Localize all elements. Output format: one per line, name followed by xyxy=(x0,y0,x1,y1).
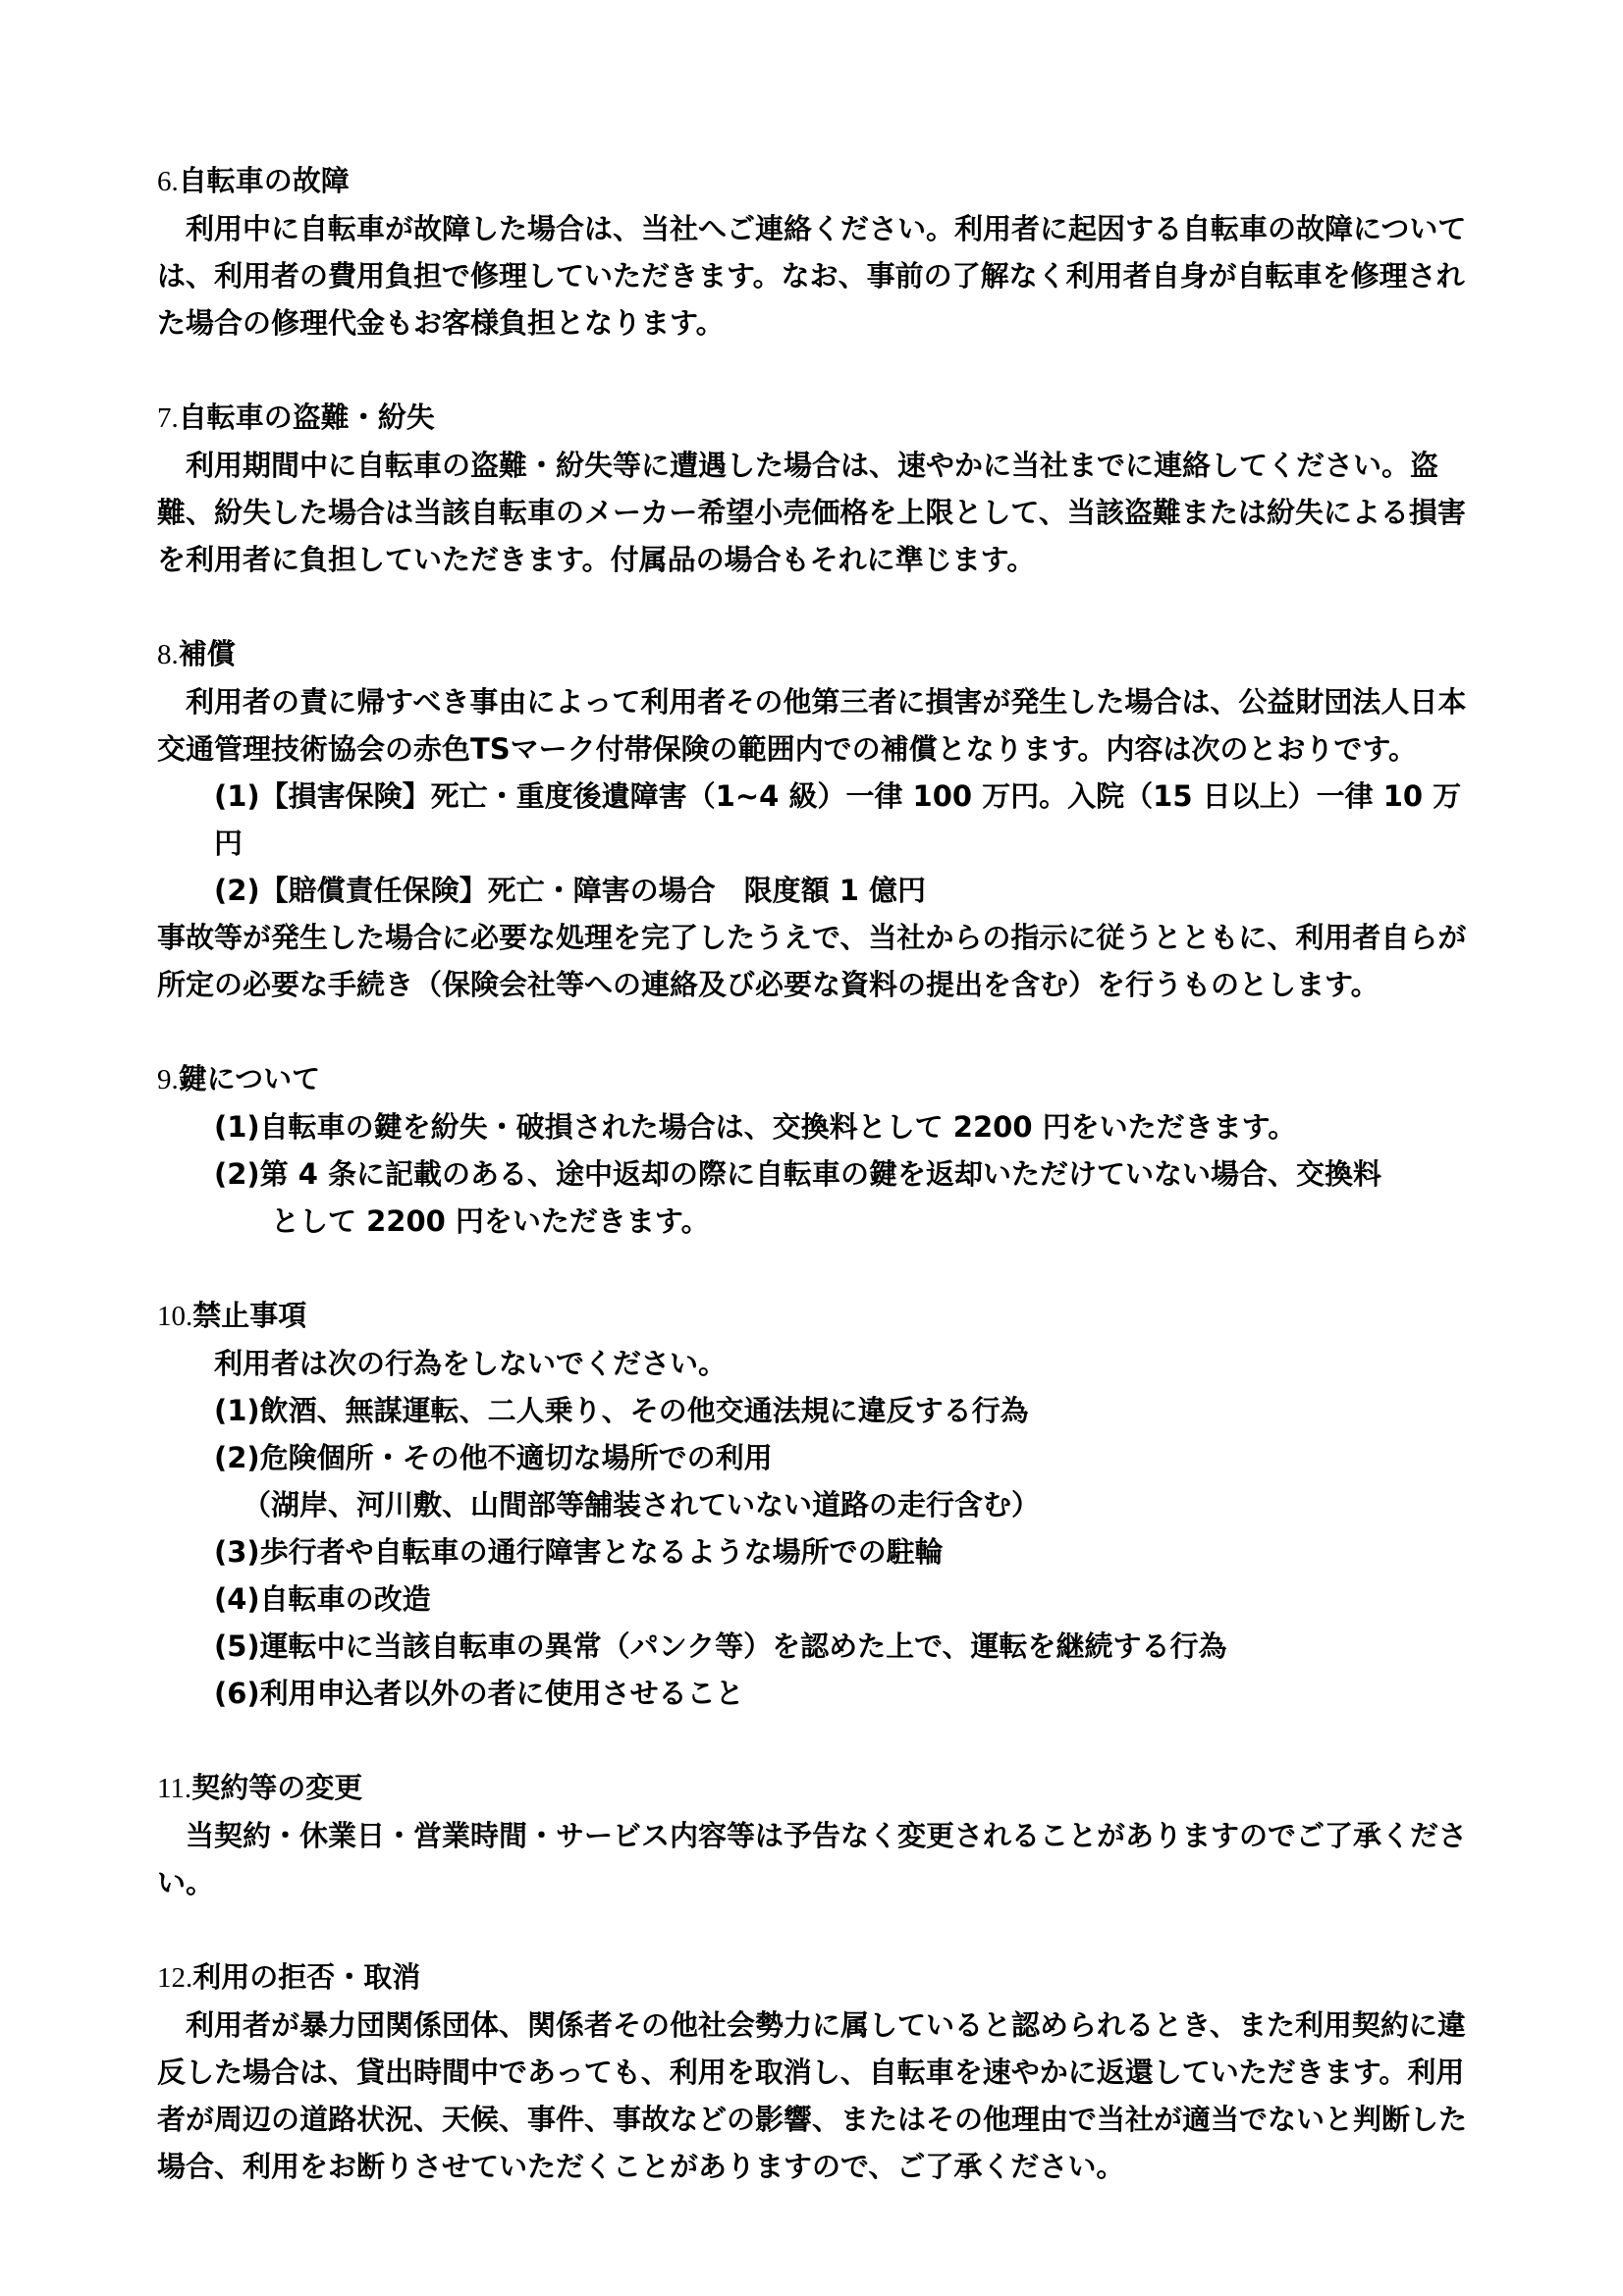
list-item-note: （湖岸、河川敷、山間部等舗装されていない道路の走行含む） xyxy=(243,1488,1041,1522)
list-item: (2)危険個所・その他不適切な場所での利用 xyxy=(214,1441,773,1474)
section-9 xyxy=(157,1055,1476,1245)
list-item: (1)【損害保険】死亡・重度後遺障害（1~4 級）一律 100 万円。入院（15 日以上）一律 10 万円 xyxy=(214,779,1462,860)
section-heading: 6.自転車の故障 xyxy=(157,164,350,197)
list-item: (1)自転車の鍵を紛失・破損された場合は、交換料として 2200 円をいただきます。 xyxy=(214,1110,1297,1144)
list-item: (3)歩行者や自転車の通行障害となるような場所での駐輪 xyxy=(214,1535,944,1569)
section-body: 利用者が暴力団関係団体、関係者その他社会勢力に属していると認められるとき、また利用契約に違反した場合は、貸出時間中であっても、利用を取消し、自転車を速やかに返還していただきます。利用者が周辺の道路状況、天候、事件、事故などの影響、またはその他理由で当社が適当でないと判断した場合、利用をお断りさせていただくことがありますので、ご了承ください。 xyxy=(157,2008,1468,2183)
section-10 xyxy=(157,1292,1476,1717)
section-body: 利用期間中に自転車の盗難・紛失等に遭遇した場合は、速やかに当社までに連絡してください。盗難、紛失した場合は当該自転車のメーカー希望小売価格を上限として、当該盗難または紛失による損害を利用者に負担していただきます。付属品の場合もそれに準じます。 xyxy=(157,449,1466,576)
section-intro: 利用者は次の行為をしないでください。 xyxy=(214,1347,728,1380)
section-heading: 12.利用の拒否・取消 xyxy=(157,1960,421,1994)
section-11 xyxy=(157,1764,1476,1906)
list-item: (2)【賠償責任保険】死亡・障害の場合 限度額 1 億円 xyxy=(214,874,927,907)
section-12 xyxy=(157,1953,1476,2190)
section-body: 利用者の責に帰すべき事由によって利用者その他第三者に損害が発生した場合は、公益財団法人日本交通管理技術協会の赤色TSマーク付帯保険の範囲内での補償となります。内容は次のとおりです。 xyxy=(157,685,1467,766)
section-6 xyxy=(157,157,1476,347)
section-8 xyxy=(157,630,1476,1008)
section-7 xyxy=(157,394,1476,583)
list-item: (4)自転車の改造 xyxy=(214,1582,431,1616)
section-body-after: 事故等が発生した場合に必要な処理を完了したうえで、当社からの指示に従うとともに、利用者自らが所定の必要な手続き（保険会社等への連絡及び必要な資料の提出を含む）を行うものとします。 xyxy=(157,921,1467,1001)
list-item: (5)運転中に当該自転車の異常（パンク等）を認めた上で、運転を継続する行為 xyxy=(214,1629,1227,1663)
section-heading: 9.鍵について xyxy=(157,1062,321,1095)
list-item: (2)第 4 条に記載のある、途中返却の際に自転車の鍵を返却いただけていない場合、交換料 として 2200 円をいただきます。 xyxy=(214,1157,1382,1238)
section-heading: 10.禁止事項 xyxy=(157,1299,307,1332)
section-heading: 8.補償 xyxy=(157,637,236,670)
list-item: (6)利用申込者以外の者に使用させること xyxy=(214,1677,744,1710)
section-heading: 11.契約等の変更 xyxy=(157,1771,363,1804)
section-body: 利用中に自転車が故障した場合は、当社へご連絡ください。利用者に起因する自転車の故障については、利用者の費用負担で修理していただきます。なお、事前の了解なく利用者自身が自転車を修理された場合の修理代金もお客様負担となります。 xyxy=(157,212,1467,340)
list-item: (1)飲酒、無謀運転、二人乗り、その他交通法規に違反する行為 xyxy=(214,1394,1029,1427)
section-heading: 7.自転車の盗難・紛失 xyxy=(157,400,435,434)
section-body: 当契約・休業日・営業時間・サービス内容等は予告なく変更されることがありますのでご了承ください。 xyxy=(157,1819,1468,1899)
